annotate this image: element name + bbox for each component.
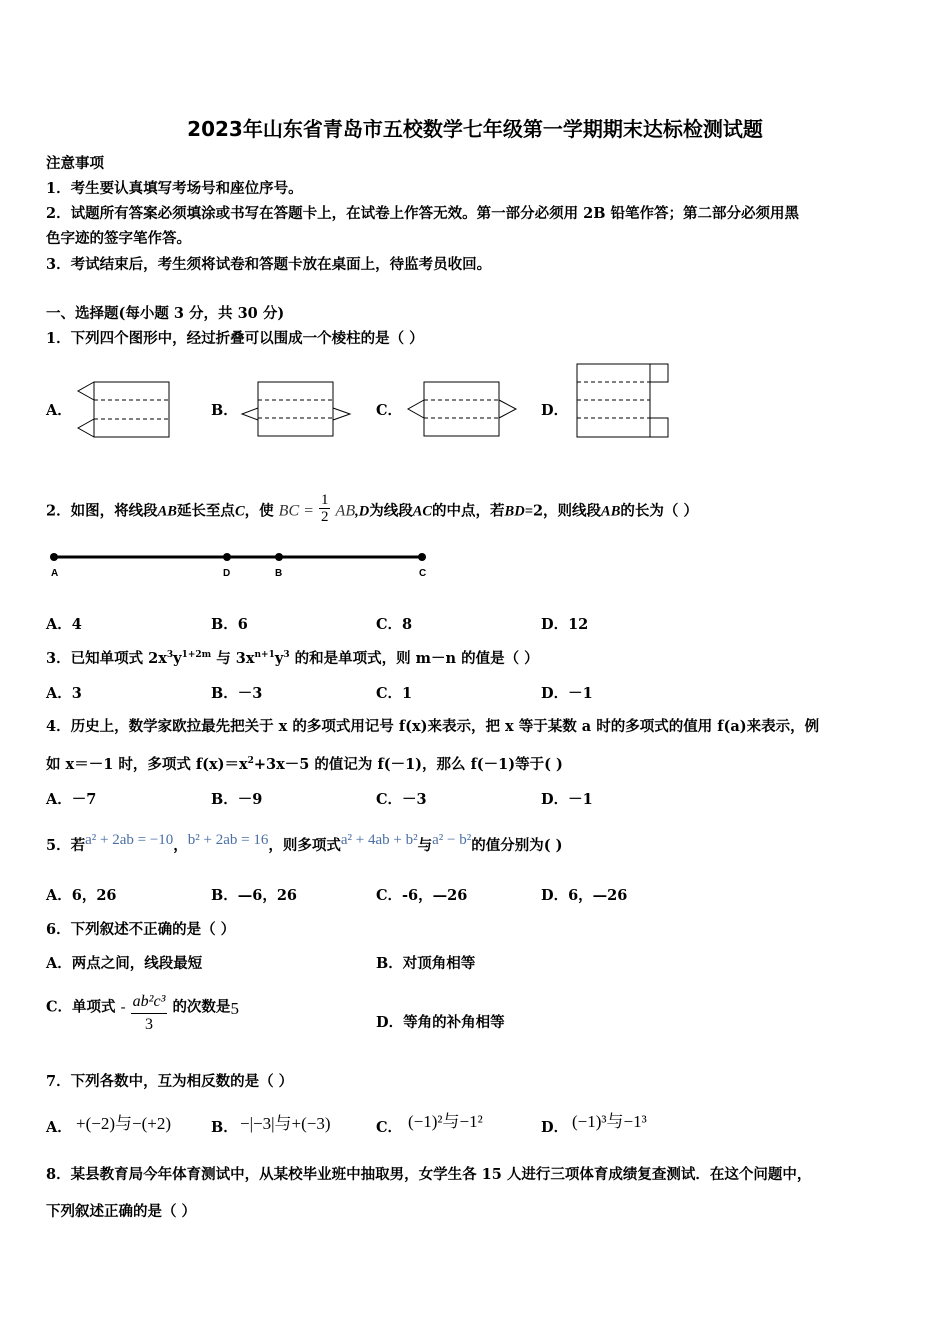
- point-d: [223, 553, 231, 561]
- q1-figure-c: [406, 380, 521, 440]
- q3-stem: 3．已知单项式 $2x^3y^{1+2m}$ 与 $3x^{n+1}y^3$ 的和是单项式，则 m－n 的值是（ ）: [46, 650, 539, 667]
- notice-heading: 注意事项: [46, 155, 104, 172]
- point-b: [275, 553, 283, 561]
- q4-option-b: B．－9: [211, 791, 263, 808]
- q4-option-c: C．－3: [376, 791, 427, 808]
- q5-option-d: D．6，—26: [541, 887, 628, 904]
- q1-figure-a: [76, 380, 171, 440]
- q7-option-c-expr: (−1)²与−1²: [408, 1112, 483, 1131]
- fraction-one-half: $\frac{1}{2}$: [320, 492, 329, 525]
- point-c-label: C: [419, 568, 427, 579]
- q6-option-d: D．等角的补角相等: [376, 1014, 505, 1031]
- q2-option-d: D．12: [541, 616, 589, 633]
- q1-figure-b: [240, 380, 355, 440]
- q2-stem: 2．如图，将线段AB延长至点C，使 BC = $\frac{1}{2}$ AB,D为线段AC的中点，若BD=2，则线段AB的长为（ ）: [46, 492, 698, 525]
- q2-option-a: A．4: [46, 616, 82, 633]
- q6-option-c: C．单项式 - $\frac{\text{ab²c³}}{3}$ 的次数是5: [46, 985, 239, 1030]
- q5-option-c: C．-6，—26: [376, 887, 468, 904]
- q2-line-segment-diagram: [46, 548, 436, 583]
- point-a: [50, 553, 58, 561]
- q7-option-d-label: D．: [541, 1119, 569, 1136]
- q3-option-a: A．3: [46, 685, 82, 702]
- q5-option-b: B．—6，26: [211, 887, 298, 904]
- q4-option-a: A．－7: [46, 791, 97, 808]
- q4-option-d: D．－1: [541, 791, 593, 808]
- q1-option-c-label: C．: [376, 402, 403, 419]
- section-heading: 一、选择题(每小题 3 分，共 30 分): [46, 305, 285, 322]
- q2-option-c: C．8: [376, 616, 413, 633]
- point-b-label: B: [275, 568, 283, 579]
- q3-option-d: D．－1: [541, 685, 593, 702]
- q1-figure-d: [575, 362, 675, 442]
- q2-option-b: B．6: [211, 616, 248, 633]
- q7-option-d-expr: (−1)³与−1³: [572, 1112, 647, 1131]
- q8-stem-line2: 下列叙述正确的是（ ）: [46, 1203, 197, 1220]
- q5-stem: 5．若a² + 2ab = −10，b² + 2ab = 16，则多项式a² + 4ab + b²与a² − b²的值分别为( ): [46, 832, 563, 854]
- q7-stem: 7．下列各数中，互为相反数的是（ ）: [46, 1073, 294, 1090]
- notice-item: 1．考生要认真填写考场号和座位序号。: [46, 180, 303, 197]
- q6-stem: 6．下列叙述不正确的是（ ）: [46, 921, 236, 938]
- q1-option-a-label: A．: [46, 402, 72, 419]
- point-a-label: A: [51, 568, 59, 579]
- notice-item: 3．考试结束后，考生须将试卷和答题卡放在桌面上，待监考员收回。: [46, 256, 492, 273]
- q3-option-c: C．1: [376, 685, 413, 702]
- monomial-fraction: $\frac{\text{ab²c³}}{3}$: [132, 993, 166, 1033]
- q7-option-c-label: C．: [376, 1119, 403, 1136]
- q6-option-b: B．对顶角相等: [376, 955, 476, 972]
- notice-item: 色字迹的签字笔作答。: [46, 230, 191, 247]
- q8-stem-line1: 8．某县教育局今年体育测试中，从某校毕业班中抽取男，女学生各 15 人进行三项体育成绩复查测试．在这个问题中，: [46, 1166, 812, 1183]
- q7-option-a-label: A．: [46, 1119, 72, 1136]
- notice-item: 2．试题所有答案必须填涂或书写在答题卡上，在试卷上作答无效。第一部分必须用 2B 铅笔作答；第二部分必须用黑: [46, 205, 800, 222]
- q4-stem-line1: 4．历史上，数学家欧拉最先把关于 x 的多项式用记号 f(x)来表示，把 x 等于某数 a 时的多项式的值用 f(a)来表示，例: [46, 718, 820, 735]
- q1-option-d-label: D．: [541, 402, 569, 419]
- q4-stem-line2: 如 x＝－1 时，多项式 $f(x)=x^2+3x-5$ 的值记为 f(－1)，那么 f(－1)等于( ): [46, 756, 563, 773]
- page-title: 2023年山东省青岛市五校数学七年级第一学期期末达标检测试题: [187, 117, 763, 141]
- q1-option-b-label: B．: [211, 402, 238, 419]
- q6-option-a: A．两点之间，线段最短: [46, 955, 203, 972]
- q1-stem: 1．下列四个图形中，经过折叠可以围成一个棱柱的是（ ）: [46, 330, 424, 347]
- q5-option-a: A．6，26: [46, 887, 117, 904]
- q7-option-a-expr: +(−2)与−(+2): [76, 1114, 171, 1133]
- point-d-label: D: [223, 568, 231, 579]
- q7-option-b-label: B．: [211, 1119, 238, 1136]
- point-c: [418, 553, 426, 561]
- q7-option-b-expr: −|−3|与+(−3): [240, 1114, 331, 1133]
- q3-option-b: B．－3: [211, 685, 263, 702]
